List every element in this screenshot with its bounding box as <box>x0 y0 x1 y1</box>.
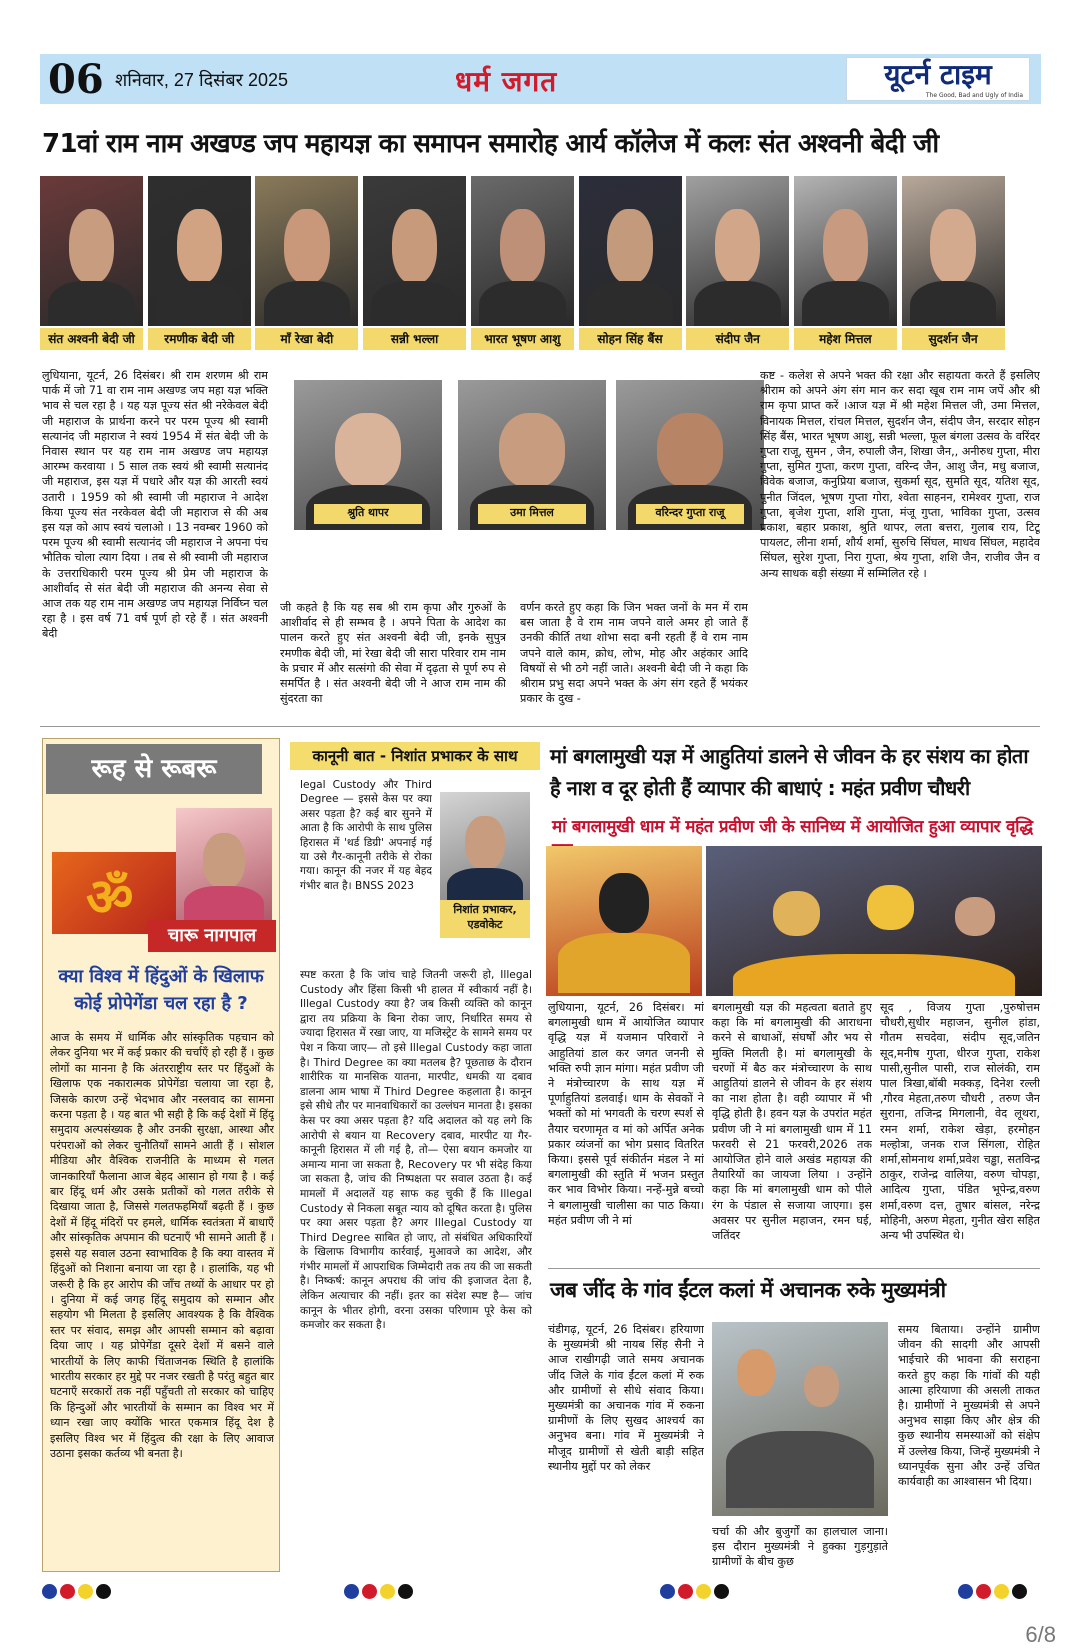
color-dot <box>958 1584 973 1599</box>
kanuni-body: स्पष्ट करता है कि जांच चाहे जितनी जरूरी हो, Illegal Custody और हिंसा किसी भी हालत में स्वीकार्य नहीं है। Illegal Custody क्या है? जब किसी व्यक्ति को कानून द्वारा तय प्रक्रिया के बिना रोका जाए, निर्धारित समय से ज्यादा हिरासत में रखा जाए, या मजिस्ट्रेट के सामने समय पर पेश न किया जाए— तो इसे Illegal Custody कहा जाता है। Third Degree का क्या मतलब है? पूछताछ के दौरान शारीरिक या मानसिक यातना, मारपीट, धमकी या दबाव डालना आम भाषा में Third Degree कहलाता है। कानून इसे सीधे तौर पर मानवाधिकारों का उल्लंघन मानता है। इसका केस पर क्या असर पड़ता है? यदि अदालत को यह लगे कि आरोपी से बयान या Recovery दबाव, मारपीट या गैर-कानूनी हिरासत में ली गई है, तो— ऐसा बयान कमजोर या अमान्य माना जा सकता है, Recovery पर भी संदेह किया जा सकता है, जांच की निष्पक्षता पर सवाल उठता है। कई मामलों में अदालतें यह साफ कह चुकी हैं कि Illegal Custody से निकला सबूत न्याय को दूषित करता है। पुलिस पर क्या असर पड़ता है? अगर Illegal Custody या Third Degree साबित हो जाए, तो संबंधित अधिकारियों के खिलाफ विभागीय कार्रवाई, मुआवजे का आदेश, और गंभीर मामलों में आपराधिक जिम्मेदारी तक तय की जा सकती है। निष्कर्ष: कानून अपराध की जांच की इजाजत देता है, लेकिन अत्याचार की नहीं। इतर का संदेश स्पष्ट है— जांच कानून के भीतर होगी, वरना उसका परिणाम पूरे केस को कमजोर कर सकता है। <box>300 969 532 1332</box>
logo-tagline: The Good, Bad and Ugly of India <box>925 92 1023 99</box>
color-dot <box>344 1584 359 1599</box>
portrait-photo <box>363 176 466 326</box>
ruh-heading: रूह से रूबरू <box>46 744 262 794</box>
baglamukhi-subhead: मां बगलामुखी धाम में महंत प्रवीण जी के सानिध्य में आयोजित हुआ व्यापार वृद्धि <box>552 817 1033 837</box>
color-dot <box>96 1584 111 1599</box>
color-dot <box>398 1584 413 1599</box>
portrait-caption: रमणीक बेदी जी <box>148 328 251 350</box>
baglamukhi-headline: मां बगलामुखी यज्ञ में आहुतियां डालने से जीवन के हर संशय का होता है नाश व दूर होती हैं व्यापार की बाधाएं : महंत प्रवीण चौधरी <box>550 744 1029 800</box>
ruh-question: क्या विश्व में हिंदुओं के खिलाफ कोई प्रोपेगेंडा चल रहा है ? <box>58 966 264 1014</box>
portrait-photo <box>40 176 143 326</box>
kanuni-body-top: legal Custody और Third Degree — इससे केस पर क्या असर पड़ता है? कई बार सुनने में आता है कि आरोपी के साथ पुलिस हिरासत में 'थर्ड डिग्री' अपनाई गई या उसे गैर-कानूनी तरीके से रोका गया। कानून की नजर में यह बेहद गंभीर बात है। BNSS 2023 <box>300 779 432 892</box>
author-photo-charu <box>176 808 272 920</box>
portrait-photo <box>148 176 251 326</box>
advocate-caption: निशांत प्रभाकर, एडवोकेट <box>440 900 530 938</box>
baglamukhi-yagya-photo <box>706 846 1042 996</box>
color-dot <box>660 1584 675 1599</box>
portrait-caption: सोहन सिंह बैंस <box>579 328 682 350</box>
portrait-caption-2: श्रुति थापर <box>314 504 422 524</box>
portrait-photo <box>579 176 682 326</box>
kanuni-heading: कानूनी बात - निशांत प्रभाकर के साथ <box>290 742 540 770</box>
advocate-photo <box>440 792 530 900</box>
jind-cm-photo <box>712 1322 888 1516</box>
color-dot <box>696 1584 711 1599</box>
portrait-caption: भारत भूषण आशु <box>471 328 574 350</box>
jind-column-1: चंडीगढ़, यूटर्न, 26 दिसंबर। हरियाणा के मुख्यमंत्री श्री नायब सिंह सैनी ने आज राखीगढ़ी जाते समय अचानक जींद जिले के गांव ईंटल कलां में रुक और ग्रामीणों से सीधे संवाद किया। मुख्यमंत्री का अचानक गांव में रुकना ग्रामीणों के लिए सुखद आश्चर्य का अनुभव बना। गांव में मुख्यमंत्री ने मौजूद ग्रामीणों से खेती बाड़ी सहित स्थानीय मुद्दों पर को लेकर <box>548 1323 704 1473</box>
horizontal-divider-2 <box>548 1268 1040 1269</box>
story1-column-3: वर्णन करते हुए कहा कि जिन भक्त जनों के मन में राम बस जाता है वे राम नाम जपने वाले अमर हो जाते हैं उनकी कीर्ति तथा शोभा सदा बनी रहती हैं वे राम नाम जपने वाले काम, क्रोध, लोभ, मोह और अहंकार आदि विषयों से भी ठगे नहीं जाते। अश्वनी बेदी जी ने कहा कि श्रीराम प्रभु सदा अपने भक्त के अंग संग रहते हैं भयंकर प्रकार के दुख - <box>520 601 748 706</box>
portrait-photo <box>471 176 574 326</box>
color-dot <box>994 1584 1009 1599</box>
section-title: धर्म जगत <box>455 65 558 98</box>
story1-column-4: कष्ट - कलेश से अपने भक्त की रक्षा और सहायता करते हैं इसलिए श्रीराम को अपने अंग संग मान कर सदा खूब राम नाम जपें और श्री राम कृपा प्राप्त करें ।आज यज्ञ में श्री महेश मित्तल जी, उमा मित्तल, विनायक मित्तल, रांचल मित्तल, सुदर्शन जैन, संदीप जैन, सरदार सोहन सिंह बैंस, भारत भूषण आशु, सन्नी भल्ला, फूल बंगला उत्सव के वरिंदर गुप्ता राजू, सुमन , जैन, रुपाली जैन, शिखा जैन,, अनीरुध गुप्ता, मीरा गुप्ता, सुमित गुप्ता, करण गुप्ता, वरिन्द जैन, आशु जैन, मधु बजाज, विवेक बजाज, कनुप्रिया बजाज, सुकर्मा सूद, सुमति सूद, यतिश सूद, पुनीत जिंदल, भूषण गुप्ता गोरा, श्वेता साहनन, रामेश्वर गुप्ता, राज गुप्ता, बृजेश गुप्ता, शशि गुप्ता, मंजू गुप्ता, भाविका गुप्ता, उत्सव प्रकाश, बहार प्रकाश, श्रुति थापर, लता बत्तरा, गुलाब राय, टिटू पायलट, लीना शर्मा, शौर्य शर्मा, सुरुचि सिंघल, माधव सिंघल, महादेव सिंघल, सुरेश गुप्ता, निरा गुप्ता, श्रेय गुप्ता, शशि जैन, राजीव जैन व अन्य साधक बड़ी संख्या में सम्मिलित रहे । <box>760 369 1040 580</box>
portrait-photo <box>902 176 1005 326</box>
portrait-caption-2: उमा मित्तल <box>478 504 586 524</box>
page-number: 06 <box>48 56 104 103</box>
portrait-caption: संत अश्वनी बेदी जी <box>40 328 143 350</box>
author-name-tag: चारू नागपाल <box>148 920 276 952</box>
baglamukhi-idol-photo <box>546 846 702 996</box>
horizontal-divider <box>40 726 1040 727</box>
baglamukhi-column-3: सूद , विजय गुप्ता ,पुरुषोत्तम चौधरी,सुधीर महाजन, सुनील हांडा, गौतम सचदेवा, संदीप सूद,जतिन सूद,मनीष गुप्ता, धीरज गुप्ता, राकेश पासी,सुनील पासी, राज सोलंकी, राम पाल त्रिखा,बॉबी मक्कड़, दिनेश रल्ली ,गौरव मेहता,तरुण चौधरी , तरुण जैन सुराना, तजिन्द्र मिगलानी, वेद लूथरा, रमन शर्मा, राकेश खेड़ा, हरमोहन मल्होत्रा, जनक राज सिंगला, रोहित शर्मा,सोमनाथ शर्मा,प्रवेश चड्ढा, सतविन्द्र ठाकुर, राजेन्द्र वालिया, वरुण चोपड़ा, आदित्य गुप्ता, पंडित भूपेन्द्र,वरुण शर्मा,वरुण दत्त, तुषार बांसल, नरेन्द्र मोहिनी, अरुण मेहता, गुनीत खेरा सहित अन्य भी उपस्थित थे। <box>880 1001 1040 1243</box>
baglamukhi-column-1: लुधियाना, यूटर्न, 26 दिसंबर। मां बगलामुखी धाम में आयोजित व्यापार वृद्धि यज्ञ में यजमान परिवारों ने आहुतियां डाल कर जगत जननी से भक्ति रुपी ज्ञान मांगा। महंत प्रवीण जी ने मंत्रोच्चारण के साथ यज्ञ में पूर्णाहुतियां डलवाई। धाम के सेवकों ने भक्तों को मां भगवती के चरण स्पर्श से तैयार चरणामृत व मां को अर्पित अनेक प्रकार व्यंजनों का भोग प्रसाद वितरित किया। इससे पूर्व संकीर्तन मंडल ने मां बगलामुखी की स्तुति में भजन प्रस्तुत कर भाव विभोर किया। नन्हें-मुन्ने बच्चो ने बगलामुखी चालीसा का पाठ किया। महंत प्रवीण जी ने मां <box>548 1001 704 1227</box>
color-dot <box>42 1584 57 1599</box>
color-dot <box>78 1584 93 1599</box>
main-headline: 71वां राम नाम अखण्ड जप महायज्ञ का समापन समारोह आर्य कॉलेज में कलः संत अश्वनी बेदी जी <box>42 129 939 159</box>
color-dot <box>976 1584 991 1599</box>
portrait-caption: महेश मित्तल <box>794 328 897 350</box>
page-indicator: 6/8 <box>1025 1622 1056 1647</box>
color-dot <box>362 1584 377 1599</box>
color-dot <box>714 1584 729 1599</box>
portrait-caption: सुदर्शन जैन <box>902 328 1005 350</box>
color-dot <box>380 1584 395 1599</box>
om-icon: ॐ <box>86 868 134 928</box>
jind-column-3: समय बिताया। उन्होंने ग्रामीण जीवन की सादगी और आपसी भाईचारे की भावना की सराहना करते हुए कहा कि गांवों की यही आत्मा हरियाणा की असली ताकत है। ग्रामीणों ने मुख्यमंत्री से अपने अनुभव साझा किए और क्षेत्र की कुछ स्थानीय समस्याओं को संक्षेप में उल्लेख किया, जिन्हें मुख्यमंत्री ने ध्यानपूर्वक सुना और उन्हें उचित कार्यवाही का आश्वासन भी दिया। <box>898 1323 1040 1489</box>
color-dot <box>60 1584 75 1599</box>
baglamukhi-column-2: बगलामुखी यज्ञ की महत्वता बताते हुए कहा कि मां बगलामुखी की आराधना करने से बाधाओं, संघर्षों और भय से मुक्ति मिलती है। मां बगलामुखी के चरणों में बैठ कर मंत्रोच्चारण के साथ आहुतियां डालने से जीवन के हर संशय का नाश होता है। वही व्यापार में भी वृद्धि होती है। हवन यज्ञ के उपरांत महंत प्रवीण जी ने मां बगलामुखी धाम में 11 फरवरी से 21 फरवरी,2026 तक आयोजित होने वाले अखंड महायज्ञ की तैयारियों का जायजा लिया । उन्होंने कहा कि मां बगलामुखी धाम को पीले रंग के पंडाल से सजाया जाएगा। इस अवसर पर सुनील महाजन, रमन घई, जतिंदर <box>712 1001 872 1243</box>
jind-headline: जब जींद के गांव ईंटल कलां में अचानक रुके मुख्यमंत्री <box>550 1278 946 1302</box>
color-dot <box>1012 1584 1027 1599</box>
story1-column-1: लुधियाना, यूटर्न, 26 दिसंबर। श्री राम शरणम श्री राम पार्क में जो 71 वा राम नाम अखण्ड जप महा यज्ञ भक्ति भाव से चल रहा है । यह यज्ञ पूज्य संत श्री नरेकेवल बेदी जी महाराज के प्रार्थना करने पर परम पूज्य श्री स्वामी सत्यानंद जी महाराज ने स्वयं 1954 में संत बेदी जी के निवास स्थान पर यह राम नाम अखण्ड जप महायज्ञ आरम्भ करवाया । 5 साल तक स्वयं श्री स्वामी सत्यानंद जी महाराज, इस यज्ञ में पधारे और यज्ञ की आरती स्वयं उतारी । 1959 को श्री स्वामी जी महाराज ने आदेश किया पूज्य संत नरकेवल बेदी जी महाराज से की अब इस यज्ञ को आप स्वयं चलाओ । 13 नवम्बर 1960 को परम पूज्य श्री स्वामी सत्यानंद जी महाराज ने अपना पंच भौतिक चोला त्याग दिया । तब से श्री स्वामी जी महाराज के उत्तराधिकारी परम पूज्य श्री प्रेम जी महाराज के आशीर्वाद से संत बेदी जी महाराज की अनन्य सेवा से आज तक यह राम नाम अखण्ड जप महायज्ञ निर्विघ्न चल रहा है । इस वर्ष 71 वर्ष पूर्ण हो रहे हैं । संत अश्वनी बेदी <box>42 369 268 641</box>
portrait-photo <box>794 176 897 326</box>
color-dot <box>678 1584 693 1599</box>
story1-column-2: जी कहते है कि यह सब श्री राम कृपा और गुरुओं के आशीर्वाद से ही सम्भव है । अपने पिता के आदेश का पालन करते हुए संत अश्वनी बेदी जी, इनके सुपुत्र रमणीक बेदी जी, मां रेखा बेदी जी सारा परिवार राम नाम के प्रचार में और सत्संगो की सेवा में दृढ़ता से पूर्ण रुप से समर्पित है । संत अश्वनी बेदी जी ने आज राम नाम की सुंदरता का <box>280 601 506 706</box>
jind-column-2: चर्चा की और बुजुर्गों का हालचाल जाना। इस दौरान मुख्यमंत्री ने हुक्का गुड़गुड़ाते ग्रामीणों के बीच कुछ <box>712 1525 888 1569</box>
newspaper-logo <box>846 57 1030 101</box>
portrait-caption-2: वरिन्दर गुप्ता राजू <box>636 504 744 524</box>
portrait-photo <box>686 176 789 326</box>
portrait-caption: माँ रेखा बेदी <box>255 328 358 350</box>
portrait-caption: सन्नी भल्ला <box>363 328 466 350</box>
logo-text: यूटर्न टाइम <box>884 58 992 91</box>
issue-date: शनिवार, 27 दिसंबर 2025 <box>115 70 289 90</box>
portrait-photo <box>255 176 358 326</box>
ruh-body: आज के समय में धार्मिक और सांस्कृतिक पहचान को लेकर दुनिया भर में कई प्रकार की चर्चाएँ हो रही हैं । कुछ लोगों का मानना है कि अंतरराष्ट्रीय स्तर पर हिंदुओं के खिलाफ एक नकारात्मक प्रोपेगेंडा चलाया जा रहा है, जिसके कारण उन्हें भेदभाव और नस्लवाद का सामना करना पड़ता है । यह बात भी सही है कि कई देशों में हिंदू समुदाय अल्पसंख्यक है और उनकी सुरक्षा, आस्था और परंपराओं को लेकर चुनौतियाँ सामने आती हैं । सोशल मीडिया और वैश्विक राजनीति के माध्यम से गलत जानकारियाँ फैलाना आज बेहद आसान हो गया है । कई बार हिंदू धर्म और उसके प्रतीकों को गलत तरीके से दिखाया जाता है, जिससे गलतफहमियाँ बढ़ती हैं । कुछ देशों में हिंदू मंदिरों पर हमले, धार्मिक स्वतंत्रता में बाधाएँ और सांस्कृतिक अपमान की घटनाएँ भी सामने आती हैं । इससे यह सवाल उठना स्वाभाविक है कि क्या वास्तव में हिंदुओं को निशाना बनाया जा रहा है । हालांकि, यह भी जरूरी है कि हर आरोप की जाँच तथ्यों के आधार पर हो । दुनिया में कई जगह हिंदू समुदाय को सम्मान और सहयोग भी मिलता है इसलिए आवश्यक है कि वैश्विक स्तर पर संवाद, समझ और आपसी सम्मान को बढ़ावा दिया जाए । यह प्रोपेगेंडा दूसरे देशों में बसने वाले भारतीयों के लिए काफी चिंताजनक स्थिति है हालांकि भारतीय सरकार हर मुद्दे पर नजर रखती है परंतु बहुत बार घटनाएँ सरकारों तक नहीं पहुँचती तो सरकार को चाहिए कि हिन्दुओं और भारतीयों के सम्मान का विश्व भर में ध्यान रखा जाए क्योंकि भारत एकमात्र हिंदू देश है इसलिए विश्व भर में हिंदुत्व की रक्षा के लिए आवाज उठाना इसका कर्तव्य भी बनता है। <box>50 1031 274 1460</box>
portrait-caption: संदीप जैन <box>686 328 789 350</box>
